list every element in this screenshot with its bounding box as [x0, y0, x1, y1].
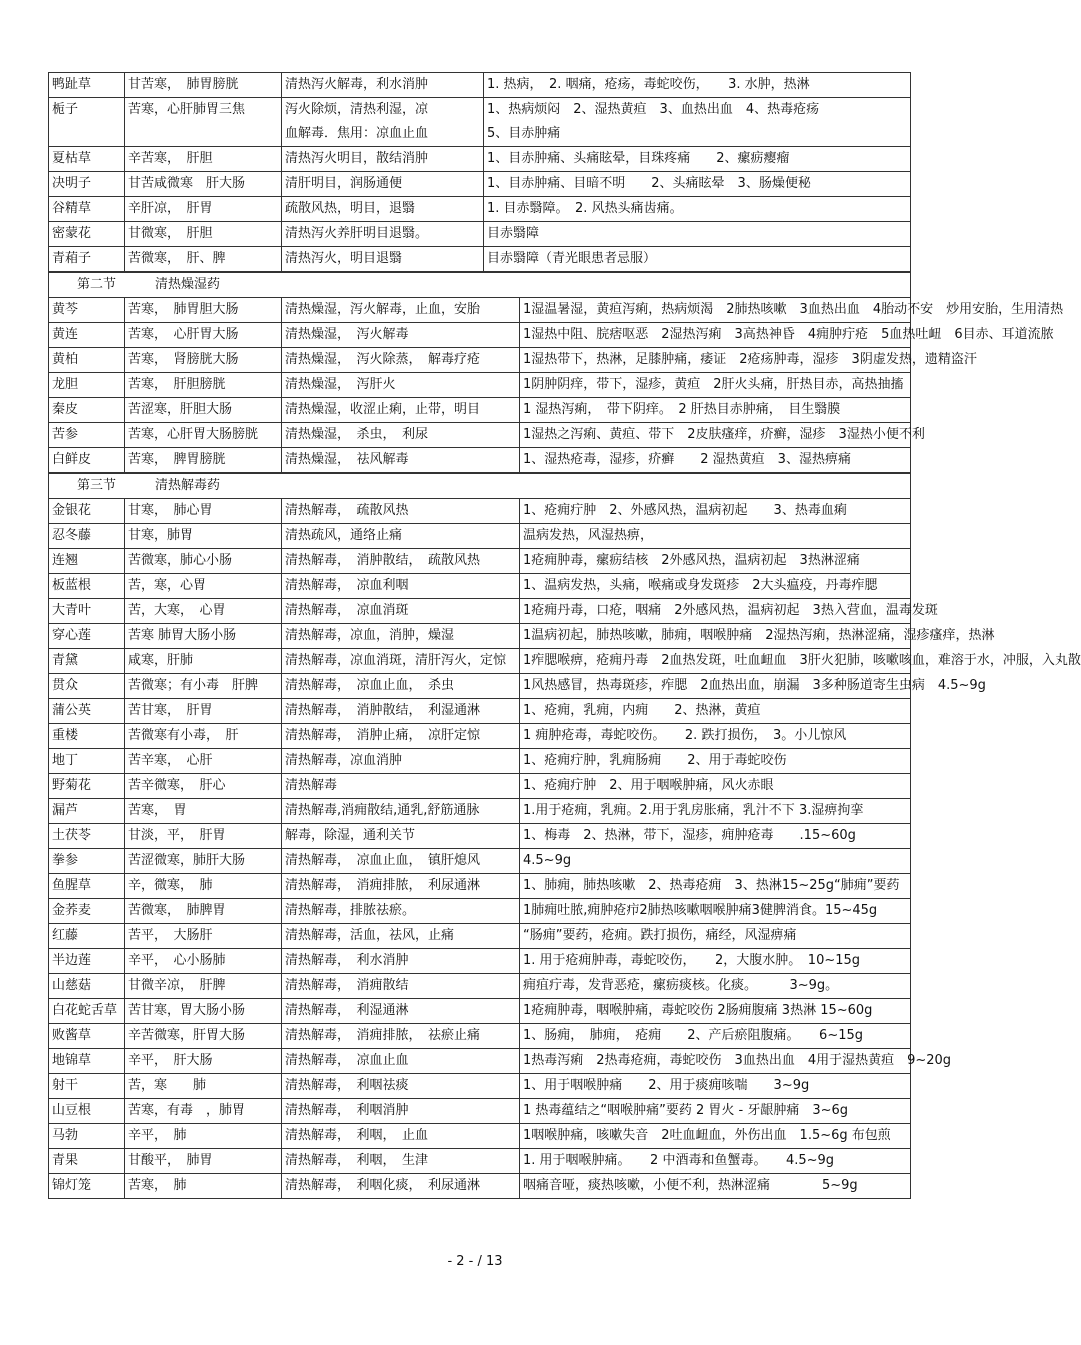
herb-nature: 苦涩微寒，肺肝大肠 [125, 849, 282, 874]
herb-nature: 甘苦寒， 肺胃膀胱 [125, 73, 282, 98]
herb-effect: 清热解毒， 疏散风热 [282, 499, 520, 524]
table-row [49, 197, 911, 222]
herb-effect: 清热燥湿， 杀虫， 利尿 [282, 423, 520, 448]
herb-name: 谷精草 [49, 197, 125, 222]
table-row [49, 73, 911, 98]
herb-effect [282, 98, 484, 147]
herb-name: 野菊花 [49, 774, 125, 799]
herb-name: 蒲公英 [49, 699, 125, 724]
herb-nature: 甘酸平， 肺胃 [125, 1149, 282, 1174]
herb-name: 青果 [49, 1149, 125, 1174]
table-row [49, 824, 911, 849]
herb-indication: 1湿热带下，热淋，足膝肿痛，痿证 2疮疡肿毒，湿疹 3阴虚发热，遗精盗汗 [520, 348, 911, 373]
herb-indication: 目赤翳障（青光眼患者忌服） [484, 247, 911, 272]
herb-effect: 清热疏风，通络止痛 [282, 524, 520, 549]
herb-indication: 1肺痈吐脓,痈肿疮疖2肺热咳嗽咽喉肿痛3健脾消食。15~45g [520, 899, 911, 924]
table-row [49, 499, 911, 524]
herb-indication: 1疮痈肿毒，咽喉肿痛，毒蛇咬伤 2肠痈腹痛 3热淋 15~60g [520, 999, 911, 1024]
herb-name: 土茯苓 [49, 824, 125, 849]
herb-indication: 1. 用于疮痈肿毒，毒蛇咬伤， 2，大腹水肿。 10~15g [520, 949, 911, 974]
herb-indication: 1湿热中阻、脘痞呕恶 2湿热泻痢 3高热神昏 4痈肿疔疮 5血热吐衄 6目赤、耳道流脓 [520, 323, 911, 348]
herb-nature: 辛苦微寒，肝胃大肠 [125, 1024, 282, 1049]
herb-nature: 苦寒， 肺 [125, 1174, 282, 1199]
herb-effect: 清热解毒， 利咽化痰， 利尿通淋 [282, 1174, 520, 1199]
herb-name: 黄柏 [49, 348, 125, 373]
herb-name: 地锦草 [49, 1049, 125, 1074]
herb-name: 黄连 [49, 323, 125, 348]
herb-nature: 辛平， 肝大肠 [125, 1049, 282, 1074]
table-row [49, 949, 911, 974]
herb-name: 忍冬藤 [49, 524, 125, 549]
herb-nature: 苦微寒， 肝、脾 [125, 247, 282, 272]
herb-indication: 1、目赤肿痛、目暗不明 2、头痛眩晕 3、肠燥便秘 [484, 172, 911, 197]
herb-indication: 1 痈肿疮毒，毒蛇咬伤。 2. 跌打损伤， 3。小儿惊风 [520, 724, 911, 749]
herb-effect: 清热解毒，凉血消肿 [282, 749, 520, 774]
herb-table-2 [48, 272, 1064, 473]
table-row [49, 874, 911, 899]
herb-effect: 清热解毒， 利水消肿 [282, 949, 520, 974]
herb-indication: 1、疮痈疔肿 2、用于咽喉肿痛，风火赤眼 [520, 774, 911, 799]
herb-nature: 苦寒， 肾膀胱大肠 [125, 348, 282, 373]
herb-name: 鱼腥草 [49, 874, 125, 899]
herb-indication: “肠痈”要药，疮痈。跌打损伤，痛经，风湿痹痛 [520, 924, 911, 949]
table-row [49, 849, 911, 874]
herb-indication: 1、疮痈疔肿，乳痈肠痈 2、用于毒蛇咬伤 [520, 749, 911, 774]
herb-name: 秦皮 [49, 398, 125, 423]
table-row [49, 222, 911, 247]
herb-nature: 辛平， 心小肠肺 [125, 949, 282, 974]
herb-nature: 苦辛寒， 心肝 [125, 749, 282, 774]
herb-name: 决明子 [49, 172, 125, 197]
herb-nature: 甘淡，平， 肝胃 [125, 824, 282, 849]
table-row [49, 373, 911, 398]
herb-indication: 1疮痈肿毒，瘰疬结核 2外感风热，温病初起 3热淋涩痛 [520, 549, 911, 574]
herb-nature: 甘微辛凉， 肝脾 [125, 974, 282, 999]
herb-name: 马勃 [49, 1124, 125, 1149]
herb-name: 黄芩 [49, 298, 125, 323]
herb-indication: 1. 目赤翳障。 2. 风热头痛齿痛。 [484, 197, 911, 222]
herb-effect: 疏散风热，明目，退翳 [282, 197, 484, 222]
herb-name: 地丁 [49, 749, 125, 774]
herb-nature: 苦，寒 肺 [125, 1074, 282, 1099]
herb-effect: 清热泻火明目，散结消肿 [282, 147, 484, 172]
herb-effect: 清热泻火，明目退翳 [282, 247, 484, 272]
herb-nature: 苦寒，心肝胃大肠膀胱 [125, 423, 282, 448]
herb-name: 漏芦 [49, 799, 125, 824]
herb-effect: 清热解毒， 消肿散结， 疏散风热 [282, 549, 520, 574]
herb-indication [484, 98, 911, 147]
herb-nature: 苦，大寒， 心胃 [125, 599, 282, 624]
herb-name: 金银花 [49, 499, 125, 524]
herb-effect: 清热解毒，凉血，消肿，燥湿 [282, 624, 520, 649]
section-title: 第三节 清热解毒药 [49, 474, 911, 499]
table-row [49, 98, 911, 147]
table-row [49, 1174, 911, 1199]
herb-nature: 苦寒， 肝胆膀胱 [125, 373, 282, 398]
table-row [49, 448, 911, 473]
cell-line: 1、热病烦闷 2、湿热黄疸 3、血热出血 4、热毒疮疡 [487, 102, 820, 117]
herb-name: 鸭趾草 [49, 73, 125, 98]
herb-nature: 苦寒， 肺胃胆大肠 [125, 298, 282, 323]
page-number: - 2 - / 13 [447, 1254, 503, 1269]
table-row [49, 999, 911, 1024]
table-row [49, 348, 911, 373]
herb-indication: 1. 用于咽喉肿痛。 2 中酒毒和鱼蟹毒。 4.5~9g [520, 1149, 911, 1174]
herb-indication: 1咽喉肿痛，咳嗽失音 2吐血衄血，外伤出血 1.5~6g 布包煎 [520, 1124, 911, 1149]
herb-nature: 苦寒，心肝肺胃三焦 [125, 98, 282, 147]
herb-effect: 清热解毒， 凉血止血 [282, 1049, 520, 1074]
table-row [49, 724, 911, 749]
herb-table-3 [48, 473, 1081, 1199]
herb-effect: 清热解毒， 消肿止痛， 凉肝定惊 [282, 724, 520, 749]
table-row [49, 899, 911, 924]
herb-effect: 清热解毒， 消痈散结 [282, 974, 520, 999]
herb-name: 贯众 [49, 674, 125, 699]
herb-nature: 苦微寒有小毒， 肝 [125, 724, 282, 749]
herb-name: 龙胆 [49, 373, 125, 398]
herb-indication: 1、目赤肿痛、头痛眩晕，目珠疼痛 2、瘰疬瘿瘤 [484, 147, 911, 172]
herb-indication: 1 湿热泻痢， 带下阴痒。 2 肝热目赤肿痛， 目生翳膜 [520, 398, 911, 423]
herb-effect: 清热解毒， 消痈排脓， 祛瘀止痛 [282, 1024, 520, 1049]
herb-indication: 咽痛音哑，痰热咳嗽，小便不利，热淋涩痛 5~9g [520, 1174, 911, 1199]
table-row [49, 298, 911, 323]
herb-nature: 辛平， 肺 [125, 1124, 282, 1149]
herb-nature: 甘苦咸微寒 肝大肠 [125, 172, 282, 197]
herb-indication: 1 热毒蕴结之“咽喉肿痛”要药 2 胃火 - 牙龈肿痛 3~6g [520, 1099, 911, 1124]
herb-indication: 1. 热病， 2. 咽痛，疮疡，毒蛇咬伤， 3. 水肿，热淋 [484, 73, 911, 98]
table-row [49, 924, 911, 949]
herb-effect: 清热解毒，凉血消斑，清肝泻火，定惊 [282, 649, 520, 674]
herb-table-1 [48, 72, 911, 272]
herb-indication: 1、肺痈，肺热咳嗽 2、热毒疮痈 3、热淋15~25g“肺痈”要药 [520, 874, 911, 899]
herb-name: 连翘 [49, 549, 125, 574]
table-row [49, 398, 911, 423]
herb-indication: 痈疽疔毒，发背恶疮，瘰疬痰核。化痰。 3~9g。 [520, 974, 911, 999]
herb-indication: 1温病初起，肺热咳嗽，肺痈，咽喉肿痛 2湿热泻痢，热淋涩痛，湿疹瘙痒，热淋 [520, 624, 911, 649]
herb-effect: 清热解毒， 利咽， 生津 [282, 1149, 520, 1174]
herb-nature: 苦微寒， 肺脾胃 [125, 899, 282, 924]
herb-name: 白花蛇舌草 [49, 999, 125, 1024]
herb-effect: 清热燥湿， 泻肝火 [282, 373, 520, 398]
herb-nature: 苦辛微寒， 肝心 [125, 774, 282, 799]
herb-effect: 清热解毒,消痈散结,通乳,舒筋通脉 [282, 799, 520, 824]
herb-indication: 1痄腮喉痹，疮痈丹毒 2血热发斑，吐血衄血 3肝火犯肺，咳嗽咳血，难溶于水，冲服，入丸散 [520, 649, 911, 674]
table-row [49, 147, 911, 172]
table-row [49, 674, 911, 699]
herb-effect: 清热燥湿， 泻火解毒 [282, 323, 520, 348]
table-row [49, 1024, 911, 1049]
table-row [49, 247, 911, 272]
herb-name: 板蓝根 [49, 574, 125, 599]
herb-indication: 1、疮痈，乳痈，内痈 2、热淋，黄疸 [520, 699, 911, 724]
herb-effect: 清热解毒， 凉血消斑 [282, 599, 520, 624]
herb-effect: 清热解毒， 凉血利咽 [282, 574, 520, 599]
herb-name: 青葙子 [49, 247, 125, 272]
herb-effect: 清热解毒， 凉血止血， 杀虫 [282, 674, 520, 699]
herb-indication: 1风热感冒，热毒斑疹，痄腮 2血热出血，崩漏 3多种肠道寄生虫病 4.5~9g [520, 674, 911, 699]
herb-name: 锦灯笼 [49, 1174, 125, 1199]
cell-line: 5、目赤肿痛 [487, 126, 561, 141]
herb-indication: 1、用于咽喉肿痛 2、用于痰痈咳喘 3~9g [520, 1074, 911, 1099]
herb-name: 穿心莲 [49, 624, 125, 649]
herb-name: 山豆根 [49, 1099, 125, 1124]
herb-effect: 清热解毒， 利咽， 止血 [282, 1124, 520, 1149]
table-row [49, 1124, 911, 1149]
table-row [49, 699, 911, 724]
herb-effect: 清热解毒， 利咽祛痰 [282, 1074, 520, 1099]
herb-name: 密蒙花 [49, 222, 125, 247]
section-title: 第二节 清热燥湿药 [49, 273, 911, 298]
herb-effect: 清肝明目，润肠通便 [282, 172, 484, 197]
herb-effect: 清热解毒，活血，祛风，止痛 [282, 924, 520, 949]
herb-effect: 清热解毒， 凉血止血， 镇肝熄风 [282, 849, 520, 874]
herb-effect: 清热泻火养肝明目退翳。 [282, 222, 484, 247]
herb-name: 青黛 [49, 649, 125, 674]
table-row [49, 1049, 911, 1074]
herb-indication: 1湿温暑湿，黄疸泻痢，热病烦渴 2肺热咳嗽 3血热出血 4胎动不安 炒用安胎，生用清热 [520, 298, 911, 323]
herb-nature: 苦寒 肺胃大肠小肠 [125, 624, 282, 649]
herb-name: 栀子 [49, 98, 125, 147]
herb-nature: 苦微寒；有小毒 肝脾 [125, 674, 282, 699]
herb-effect: 清热解毒， 利湿通淋 [282, 999, 520, 1024]
herb-name: 败酱草 [49, 1024, 125, 1049]
table-row [49, 599, 911, 624]
herb-nature: 辛苦寒， 肝胆 [125, 147, 282, 172]
herb-nature: 咸寒，肝肺 [125, 649, 282, 674]
herb-effect: 清热解毒， 消肿散结， 利湿通淋 [282, 699, 520, 724]
table-row [49, 1149, 911, 1174]
cell-line: 血解毒．焦用：凉血止血 [285, 126, 429, 141]
table-row [49, 1074, 911, 1099]
table-row [49, 549, 911, 574]
herb-indication: 4.5~9g [520, 849, 911, 874]
table-row [49, 624, 911, 649]
herb-nature: 苦，寒，心胃 [125, 574, 282, 599]
herb-effect: 清热解毒， 消痈排脓， 利尿通淋 [282, 874, 520, 899]
herb-name: 重楼 [49, 724, 125, 749]
herb-name: 苦参 [49, 423, 125, 448]
herb-nature: 甘寒， 肺心胃 [125, 499, 282, 524]
herb-nature: 辛，微寒， 肺 [125, 874, 282, 899]
table-row [49, 172, 911, 197]
herb-effect: 清热燥湿， 祛风解毒 [282, 448, 520, 473]
herb-name: 白鲜皮 [49, 448, 125, 473]
herb-name: 大青叶 [49, 599, 125, 624]
herb-effect: 清热泻火解毒，利水消肿 [282, 73, 484, 98]
herb-name: 半边莲 [49, 949, 125, 974]
table-row [49, 649, 911, 674]
herb-indication: 1.用于疮痈，乳痈。2.用于乳房胀痛，乳汁不下 3.湿痹拘挛 [520, 799, 911, 824]
herb-effect: 清热解毒 [282, 774, 520, 799]
herb-indication: 1、梅毒 2、热淋，带下，湿疹，痈肿疮毒 .15~60g [520, 824, 911, 849]
herb-nature: 甘寒，肺胃 [125, 524, 282, 549]
herb-nature: 苦寒， 胃 [125, 799, 282, 824]
herb-indication: 1阴肿阴痒，带下，湿疹，黄疸 2肝火头痛，肝热目赤，高热抽搐 [520, 373, 911, 398]
herb-effect: 清热燥湿， 泻火除蒸， 解毒疗疮 [282, 348, 520, 373]
herb-nature: 苦甘寒， 肝胃 [125, 699, 282, 724]
herb-effect: 解毒，除湿，通利关节 [282, 824, 520, 849]
herb-tables [48, 72, 1081, 1199]
table-row [49, 749, 911, 774]
herb-indication: 1、湿热疮毒，湿疹，疥癣 2 湿热黄疸 3、湿热痹痛 [520, 448, 911, 473]
herb-name: 夏枯草 [49, 147, 125, 172]
herb-effect: 清热解毒， 利咽消肿 [282, 1099, 520, 1124]
herb-indication: 1热毒泻痢 2热毒疮痈，毒蛇咬伤 3血热出血 4用于湿热黄疸 9~20g [520, 1049, 911, 1074]
cell-line: 泻火除烦，清热利湿，凉 [285, 102, 429, 117]
table-row [49, 799, 911, 824]
herb-indication: 目赤翳障 [484, 222, 911, 247]
section-header [49, 273, 911, 298]
table-row [49, 524, 911, 549]
herb-nature: 苦寒，有毒 ，肺胃 [125, 1099, 282, 1124]
herb-nature: 苦涩寒，肝胆大肠 [125, 398, 282, 423]
herb-effect: 清热燥湿，泻火解毒，止血，安胎 [282, 298, 520, 323]
table-row [49, 423, 911, 448]
herb-indication: 1、肠痈， 肺痈， 疮痈 2、产后瘀阻腹痛。 6~15g [520, 1024, 911, 1049]
herb-indication: 1湿热之泻痢、黄疸、带下 2皮肤瘙痒，疥癣，湿疹 3湿热小便不利 [520, 423, 911, 448]
herb-nature: 甘微寒， 肝胆 [125, 222, 282, 247]
herb-nature: 辛肝凉， 肝胃 [125, 197, 282, 222]
table-row [49, 574, 911, 599]
herb-nature: 苦微寒，肺心小肠 [125, 549, 282, 574]
herb-name: 红藤 [49, 924, 125, 949]
herb-name: 金荞麦 [49, 899, 125, 924]
herb-name: 山慈菇 [49, 974, 125, 999]
herb-nature: 苦寒， 脾胃膀胱 [125, 448, 282, 473]
herb-indication: 温病发热，风湿热痹， [520, 524, 911, 549]
table-row [49, 1099, 911, 1124]
table-row [49, 323, 911, 348]
table-row [49, 774, 911, 799]
herb-effect: 清热解毒，排脓祛瘀。 [282, 899, 520, 924]
herb-name: 拳参 [49, 849, 125, 874]
herb-nature: 苦平， 大肠肝 [125, 924, 282, 949]
section-header [49, 474, 911, 499]
herb-indication: 1、疮痈疔肿 2、外感风热，温病初起 3、热毒血痢 [520, 499, 911, 524]
herb-indication: 1、温病发热，头痛，喉痛或身发斑疹 2大头瘟疫，丹毒痄腮 [520, 574, 911, 599]
herb-effect: 清热燥湿，收涩止痢，止带，明目 [282, 398, 520, 423]
herb-nature: 苦甘寒，胃大肠小肠 [125, 999, 282, 1024]
herb-name: 射干 [49, 1074, 125, 1099]
herb-nature: 苦寒， 心肝胃大肠 [125, 323, 282, 348]
table-row [49, 974, 911, 999]
herb-indication: 1疮痈丹毒，口疮，咽痛 2外感风热，温病初起 3热入营血，温毒发斑 [520, 599, 911, 624]
